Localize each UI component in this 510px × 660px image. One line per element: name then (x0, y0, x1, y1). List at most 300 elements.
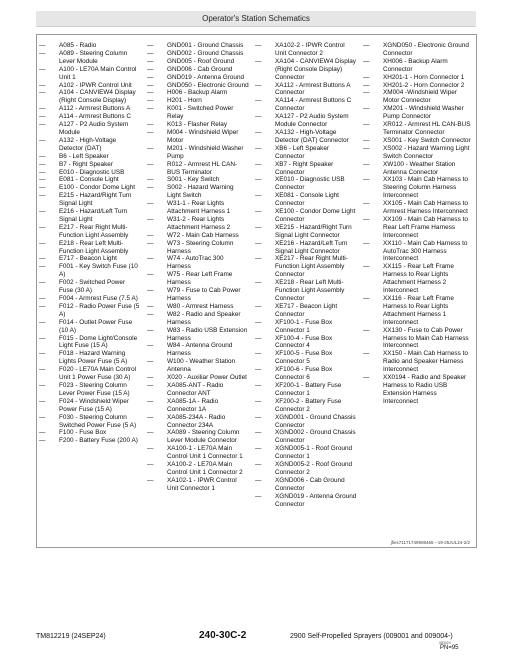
entry-dash: — (255, 445, 262, 453)
entry-dash: — (39, 318, 46, 326)
entry-dash: — (39, 113, 46, 121)
entry-dash: — (363, 121, 370, 129)
entry-dash: — (147, 97, 154, 105)
entry-dash: — (363, 374, 370, 382)
legend-entry (37, 263, 141, 279)
legend-entry (145, 358, 249, 374)
legend-entry (37, 295, 141, 303)
legend-entry (37, 398, 141, 414)
entry-dash: — (39, 121, 46, 129)
legend-entry (37, 121, 141, 137)
entry-dash: — (147, 65, 154, 73)
legend-entry (145, 50, 249, 58)
entry-label: XGND005-2 - Roof Ground Connector 2 (275, 461, 353, 476)
entry-dash: — (363, 81, 370, 89)
entry-dash: — (39, 152, 46, 160)
legend-entry (145, 374, 249, 382)
legend-entry (37, 208, 141, 224)
entry-label: M004 - Windshield Wiper Motor (167, 128, 239, 144)
entry-label: XGND050 - Electronic Ground Connector (383, 42, 469, 57)
legend-entry (145, 176, 249, 184)
entry-label: XE215 - Hazard/Right Turn Signal Light Connector (275, 223, 352, 239)
entry-dash: — (147, 255, 154, 263)
entry-label: XW100 - Weather Station Antenna Connector (383, 160, 456, 176)
entry-label: W31-1 - Rear Lights Attachment Harness 1 (167, 200, 231, 216)
entry-dash: — (255, 334, 262, 342)
legend-entry (145, 58, 249, 66)
entry-label: XM004 -Windshield Wiper Motor Connector (383, 89, 457, 105)
entry-label: X020 - Auxiliar Power Outlet (167, 374, 247, 382)
entry-dash: — (255, 476, 262, 484)
entry-label: XA089 - Steering Column Lever Module Connector (167, 429, 240, 445)
entry-label: F002 - Switched Power Fuse (30 A) (59, 279, 126, 295)
legend-entry (253, 42, 357, 58)
legend-entry (145, 161, 249, 177)
legend-entry (145, 184, 249, 200)
entry-label: XF200-2 - Battery Fuse Connector 2 (275, 397, 342, 413)
legend-entry (361, 105, 471, 121)
entry-label: XA104 - CANVIEW4 Display (Right Console Display) Connector (275, 57, 356, 81)
legend-entry (361, 216, 471, 240)
entry-label: F018 - Hazard Warning Lights Power Fuse (5 A) (59, 350, 128, 366)
legend-entry (361, 74, 471, 82)
entry-label: E010 - Diagnostic USB (59, 168, 125, 176)
entry-dash: — (255, 492, 262, 500)
legend-entry (145, 66, 249, 74)
entry-dash: — (255, 113, 262, 121)
legend-entry (37, 176, 141, 184)
legend-entry (37, 224, 141, 240)
entry-label: F020 - LE70A Main Control Unit 1 Power Fuse (30 A) (59, 366, 137, 382)
entry-label: E717 - Beacon Light (59, 255, 117, 263)
legend-entry (253, 445, 357, 461)
entry-label: A114 - Armrest Buttons C (59, 113, 131, 121)
entry-label: XH006 - Backup Alarm Connector (383, 57, 448, 73)
entry-label: A104 - CANVIEW4 Display (Right Console Display) (59, 89, 136, 105)
entry-dash: — (147, 160, 154, 168)
entry-dash: — (147, 381, 154, 389)
legend-entry (145, 303, 249, 311)
entry-dash: — (147, 429, 154, 437)
entry-label: H006 - Backup Alarm (167, 89, 228, 97)
legend-entry (253, 303, 357, 319)
entry-dash: — (363, 295, 370, 302)
entry-dash: — (363, 239, 370, 247)
entry-label: XX130 - Fuse to Cab Power Harness to Main Cab Harness Interconnect (383, 326, 469, 350)
entry-dash: — (147, 42, 154, 49)
entry-dash: — (147, 121, 154, 129)
entry-dash: — (363, 42, 370, 49)
legend-entry (37, 89, 141, 105)
entry-label: F014 - Outlet Power Fuse (10 A) (59, 318, 133, 334)
legend-entry (145, 42, 249, 50)
entry-label: XX109 - Main Cab Harness to Rear Left Frame Harness Interconnect (383, 215, 468, 239)
entry-label: W80 - Armrest Harness (167, 302, 234, 310)
entry-dash: — (147, 144, 154, 152)
entry-dash: — (147, 81, 154, 89)
legend-column-1 (37, 42, 141, 445)
entry-label: XH201-1 - Horn Connector 1 (383, 73, 465, 81)
entry-dash: — (255, 128, 262, 136)
legend-entry (145, 461, 249, 477)
entry-dash: — (39, 413, 46, 421)
entry-dash: — (147, 271, 154, 279)
entry-dash: — (147, 413, 154, 421)
entry-dash: — (39, 366, 46, 374)
entry-dash: — (39, 105, 46, 113)
legend-entry (253, 477, 357, 493)
entry-label: XF100-6 - Fuse Box Connector 6 (275, 366, 333, 382)
entry-label: GND019 - Antenna Ground (167, 73, 245, 81)
legend-entry (37, 169, 141, 177)
legend-entry (145, 429, 249, 445)
entry-label: F001 - Key Switch Fuse (10 A) (59, 263, 138, 279)
legend-entry (361, 82, 471, 90)
legend-entry (361, 121, 471, 137)
entry-label: XB6 - Left Speaker Connector (275, 144, 329, 160)
entry-label: XX115 - Rear Left Frame Harness to Rear Lights Attachment Harness 2 Interconnect (383, 263, 454, 295)
legend-entry (145, 398, 249, 414)
legend-entry (145, 232, 249, 240)
entry-label: XA102-2 - IPWR Control Unit Connector 2 (275, 42, 345, 57)
entry-label: B6 - Left Speaker (59, 152, 109, 160)
legend-entry (253, 493, 357, 509)
entry-dash: — (147, 128, 154, 136)
entry-dash: — (363, 350, 370, 358)
entry-dash: — (147, 302, 154, 310)
legend-entry (253, 161, 357, 177)
entry-label: F100 - Fuse Box (59, 429, 107, 437)
entry-label: XE218 - Rear Left Multi-Function Light Assembly Connector (275, 279, 345, 302)
entry-dash: — (255, 160, 262, 168)
legend-entry (253, 58, 357, 82)
entry-label: XH201-2 - Horn Connector 2 (383, 81, 465, 89)
footer-document-id: TM812219 (24SEP24) (36, 633, 106, 640)
entry-label: A085 - Radio (59, 42, 97, 49)
legend-column-2 (145, 42, 249, 493)
entry-dash: — (39, 255, 46, 263)
entry-dash: — (147, 374, 154, 382)
entry-label: XA100-1 - LE70A Main Control Unit 1 Connector 1 (167, 445, 243, 461)
entry-dash: — (363, 200, 370, 208)
entry-label: F012 - Radio Power Fuse (5 A) (59, 302, 140, 318)
entry-label: XF100-1 - Fuse Box Connector 1 (275, 318, 333, 334)
entry-dash: — (39, 192, 46, 200)
entry-dash: — (255, 381, 262, 389)
entry-label: XM201 - Windshield Washer Pump Connector (383, 105, 464, 121)
legend-entry (145, 82, 249, 90)
legend-entry (253, 129, 357, 145)
entry-dash: — (39, 429, 46, 437)
entry-dash: — (39, 160, 46, 168)
legend-entry (253, 461, 357, 477)
entry-label: XGND006 - Cab Ground Connector (275, 476, 345, 492)
legend-entry (37, 137, 141, 153)
entry-label: K013 - Flasher Relay (167, 121, 228, 129)
entry-label: E100 - Condor Dome Light (59, 184, 136, 192)
legend-entry (253, 224, 357, 240)
entry-dash: — (39, 302, 46, 310)
legend-entry (145, 382, 249, 398)
entry-dash: — (255, 366, 262, 374)
entry-label: XE100 - Condor Dome Light Connector (275, 208, 356, 223)
entry-label: GND006 - Cab Ground (167, 65, 233, 73)
entry-label: A112 - Armrest Buttons A (59, 105, 131, 113)
entry-dash: — (255, 144, 262, 152)
entry-label: XE717 - Beacon Light Connector (275, 302, 338, 318)
legend-entry (145, 445, 249, 461)
entry-label: XGND019 - Antenna Ground Connector (275, 492, 357, 508)
legend-entry (145, 287, 249, 303)
entry-label: XX110 - Main Cab Harness to AutoTrac 300 Harness Interconnect (383, 239, 468, 263)
legend-entry (253, 398, 357, 414)
legend-entry (253, 350, 357, 366)
entry-dash: — (147, 57, 154, 65)
legend-entry (37, 319, 141, 335)
entry-label: XX105 - Main Cab Harness to Armrest Harness Interconnect (383, 200, 468, 216)
entry-dash: — (147, 176, 154, 184)
header-bar (36, 11, 476, 27)
legend-entry (37, 153, 141, 161)
legend-entry (145, 216, 249, 232)
legend-entry (145, 74, 249, 82)
entry-label: E216 - Hazard/Left Turn Signal Light (59, 208, 128, 223)
entry-dash: — (39, 49, 46, 57)
legend-entry (145, 271, 249, 287)
entry-label: W84 - Antenna Ground Harness (167, 342, 233, 358)
footer-pn: PN=95 (440, 645, 459, 651)
entry-label: W74 - AutoTrac 300 Harness (167, 255, 224, 271)
entry-dash: — (255, 318, 262, 326)
legend-entry (253, 82, 357, 98)
legend-entry (37, 184, 141, 192)
entry-dash: — (147, 105, 154, 113)
legend-entry (37, 335, 141, 351)
legend-entry (361, 200, 471, 216)
entry-label: W100 - Weather Station Antenna (167, 358, 236, 374)
entry-dash: — (147, 445, 154, 453)
entry-dash: — (363, 160, 370, 168)
entry-dash: — (255, 239, 262, 247)
legend-entry (37, 414, 141, 430)
entry-label: XX116 - Rear Left Frame Harness to Rear Lights Attachment Harness 1 Interconnect (383, 295, 454, 326)
entry-dash: — (39, 136, 46, 144)
legend-entry (253, 97, 357, 113)
legend-entry (361, 58, 471, 74)
entry-label: XA127 - P2 Audio System Module Connector (275, 113, 349, 129)
entry-dash: — (255, 279, 262, 287)
entry-dash: — (39, 437, 46, 445)
entry-label: XA112 - Armrest Buttons A Connector (275, 81, 351, 97)
legend-entry (253, 414, 357, 430)
entry-label: XGND001 - Ground Chassis Connector (275, 413, 356, 429)
entry-dash: — (147, 184, 154, 192)
legend-entry (37, 255, 141, 263)
legend-entry (37, 366, 141, 382)
entry-dash: — (363, 326, 370, 334)
entry-dash: — (147, 310, 154, 318)
legend-entry (361, 145, 471, 161)
entry-label: GND050 - Electronic Ground (167, 81, 249, 89)
entry-dash: — (147, 215, 154, 223)
entry-dash: — (39, 89, 46, 97)
entry-dash: — (147, 342, 154, 350)
entry-dash: — (363, 215, 370, 223)
entry-label: F024 - Windshield Wiper Power Fuse (15 A) (59, 397, 129, 413)
entry-dash: — (147, 326, 154, 334)
entry-label: XA132 - High-Voltage Detector (DAT) Connector (275, 128, 349, 144)
legend-entry (253, 366, 357, 382)
legend-entry (361, 295, 471, 327)
entry-label: XA085-1A - Radio Connector 1A (167, 397, 219, 413)
entry-dash: — (147, 476, 154, 484)
entry-dash: — (255, 461, 262, 469)
legend-entry (361, 350, 471, 374)
entry-dash: — (147, 89, 154, 97)
entry-dash: — (39, 334, 46, 342)
entry-dash: — (39, 397, 46, 405)
entry-dash: — (147, 49, 154, 57)
entry-dash: — (255, 57, 262, 65)
entry-label: R012 - Armrest HL CAN-BUS Terminator (167, 160, 238, 176)
legend-entry (361, 263, 471, 295)
legend-entry (37, 382, 141, 398)
entry-dash: — (39, 279, 46, 287)
entry-label: E215 - Hazard/Right Turn Signal Light (59, 192, 132, 208)
entry-label: W79 - Fuse to Cab Power Harness (167, 287, 241, 302)
entry-label: XE081 - Console Light Connector (275, 192, 339, 208)
entry-label: W75 - Rear Left Frame Harness (167, 271, 233, 287)
legend-entry (37, 437, 141, 445)
entry-dash: — (39, 295, 46, 302)
entry-dash: — (255, 42, 262, 49)
legend-entry (37, 82, 141, 90)
legend-entry (37, 66, 141, 82)
legend-entry (361, 374, 471, 406)
entry-label: F030 - Steering Column Switched Power Fuse (5 A) (59, 413, 137, 429)
entry-label: XE217 - Rear Right Multi-Function Light Assembly Connector (275, 255, 348, 279)
legend-entry (145, 121, 249, 129)
entry-dash: — (39, 42, 46, 49)
entry-dash: — (255, 176, 262, 184)
legend-entry (37, 240, 141, 256)
entry-label: W72 - Main Cab Harness (167, 231, 239, 239)
entry-label: E081 - Console Light (59, 176, 119, 184)
entry-label: XF200-1 - Battery Fuse Connector 1 (275, 381, 342, 397)
entry-label: XB7 - Right Speaker Connector (275, 160, 334, 176)
entry-dash: — (39, 168, 46, 176)
legend-entry (145, 97, 249, 105)
entry-label: F023 - Steering Column Lever Power Fuse (15 A) (59, 381, 130, 397)
entry-dash: — (363, 105, 370, 113)
entry-dash: — (255, 223, 262, 231)
entry-dash: — (147, 461, 154, 469)
entry-label: S001 - Key Switch (167, 176, 220, 184)
legend-entry (145, 414, 249, 430)
entry-dash: — (147, 358, 154, 366)
entry-label: B7 - Right Speaker (59, 160, 113, 168)
legend-box (36, 34, 477, 548)
entry-label: S002 - Hazard Warning Light Switch (167, 184, 234, 200)
entry-label: W82 - Radio and Speaker Harness (167, 310, 241, 326)
entry-dash: — (39, 208, 46, 216)
entry-label: XA100-2 - LE70A Main Control Unit 1 Connector 2 (167, 461, 243, 476)
legend-entry (253, 319, 357, 335)
legend-entry (37, 429, 141, 437)
entry-dash: — (363, 263, 370, 271)
entry-label: XX150 - Main Cab Harness to Radio and Speaker Harness Interconnect (383, 350, 468, 374)
entry-dash: — (147, 239, 154, 247)
entry-label: A089 - Steering Column Lever Module (59, 49, 128, 65)
legend-entry (145, 327, 249, 343)
entry-dash: — (147, 231, 154, 239)
entry-dash: — (255, 397, 262, 405)
legend-entry (253, 279, 357, 303)
legend-entry (253, 113, 357, 129)
entry-dash: — (255, 350, 262, 358)
legend-entry (253, 382, 357, 398)
entry-dash: — (363, 144, 370, 152)
entry-dash: — (255, 208, 262, 216)
legend-entry (253, 255, 357, 279)
entry-dash: — (255, 302, 262, 310)
entry-label: XS001 - Key Switch Connector (383, 136, 471, 144)
entry-dash: — (255, 413, 262, 421)
legend-entry (145, 477, 249, 493)
legend-entry (145, 145, 249, 161)
footer-date-code: 083024 (439, 641, 451, 645)
entry-dash: — (39, 65, 46, 73)
entry-dash: — (39, 239, 46, 247)
entry-dash: — (363, 89, 370, 97)
entry-label: XF100-5 - Fuse Box Connector 5 (275, 350, 333, 366)
entry-dash: — (255, 97, 262, 105)
entry-dash: — (255, 429, 262, 437)
entry-dash: — (255, 255, 262, 263)
legend-entry (253, 192, 357, 208)
legend-column-4 (361, 42, 471, 406)
entry-label: XGND005-1 - Roof Ground Connector 1 (275, 445, 353, 461)
entry-dash: — (39, 223, 46, 231)
legend-entry (361, 327, 471, 351)
entry-label: GND002 - Ground Chassis (167, 49, 244, 57)
legend-entry (253, 145, 357, 161)
entry-label: XA085-234A - Radio Connector 234A (167, 413, 226, 429)
entry-dash: — (363, 57, 370, 65)
entry-label: H201 - Horn (167, 97, 202, 105)
entry-label: F200 - Battery Fuse (200 A) (59, 437, 138, 445)
entry-label: W73 - Steering Column Harness (167, 239, 234, 255)
legend-entry (37, 279, 141, 295)
legend-column-3 (253, 42, 357, 508)
legend-entry (37, 113, 141, 121)
figure-reference-id: jfiex71171749908465 --19-25JUL24-2/2 (390, 540, 470, 545)
entry-dash: — (363, 136, 370, 144)
entry-dash: — (147, 287, 154, 295)
entry-label: XA114 - Armrest Buttons C Connector (275, 97, 352, 113)
legend-entry (361, 42, 471, 58)
entry-label: XA085-ANT - Radio Connector ANT (167, 381, 224, 397)
entry-label: E217 - Rear Right Multi-Function Light Assembly (59, 223, 129, 239)
entry-dash: — (39, 176, 46, 184)
entry-dash: — (363, 176, 370, 184)
legend-entry (361, 240, 471, 264)
entry-label: A132 - High-Voltage Detector (DAT) (59, 136, 117, 152)
entry-dash: — (147, 397, 154, 405)
legend-entry (145, 311, 249, 327)
entry-label: W31-2 - Rear Lights Attachment Harness 2 (167, 215, 231, 231)
entry-label: XF100-4 - Fuse Box Connector 4 (275, 334, 333, 350)
